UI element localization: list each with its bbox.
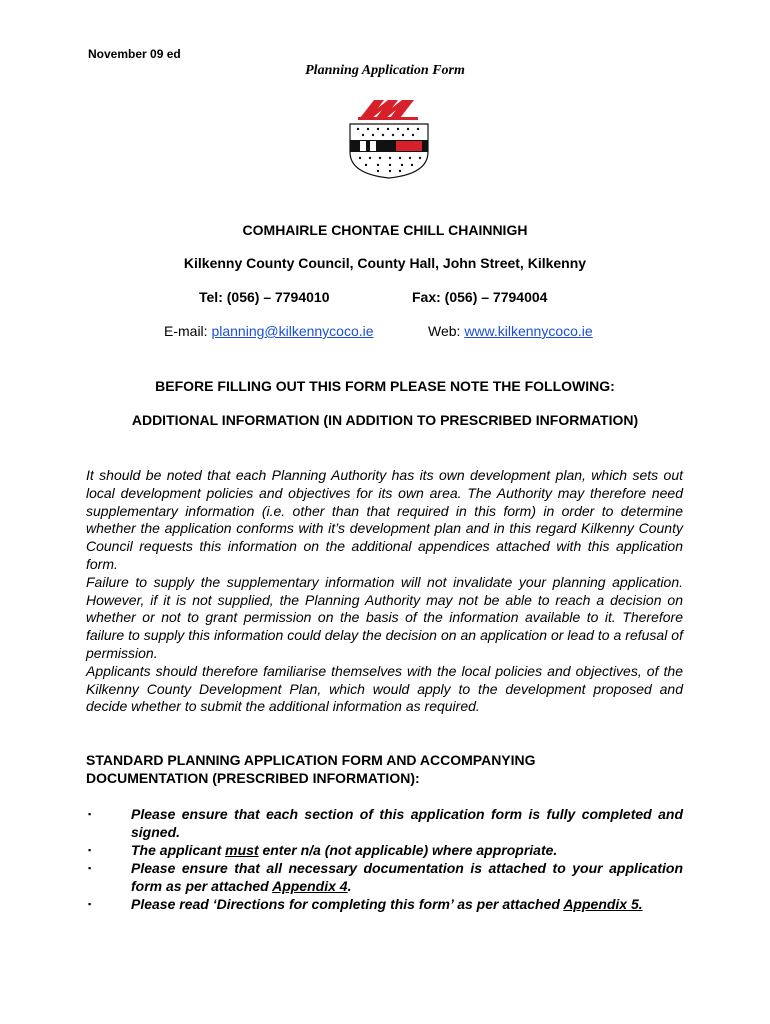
notice-heading: BEFORE FILLING OUT THIS FORM PLEASE NOTE THE FOLLOWING:	[155, 378, 615, 394]
bullet-text: Please ensure that all necessary documentation is attached to your application form as per attached	[131, 860, 683, 894]
form-title	[0, 63, 770, 79]
web-label: Web:	[428, 323, 465, 339]
email-link[interactable]: planning@kilkennycoco.ie	[211, 323, 374, 339]
standard-form-heading-line2: DOCUMENTATION (PRESCRIBED INFORMATION):	[86, 770, 420, 786]
appendix-4-reference: Appendix 4	[272, 878, 348, 894]
additional-info-body	[86, 467, 683, 716]
standard-form-heading	[86, 751, 646, 787]
bullet-icon: ▪	[88, 845, 92, 855]
bullet-text: Please ensure that each section of this application form is fully completed and signed.	[131, 806, 683, 840]
bullet-text: enter n/a (not applicable) where appropriate.	[258, 842, 558, 858]
standard-form-heading-line1: STANDARD PLANNING APPLICATION FORM AND ACCOMPANYING	[86, 752, 536, 768]
paragraph-failure-to-supply: Failure to supply the supplementary information will not invalidate your planning application. However, if it is not supplied, the Planning Authority may not be able to reach a decision on whether or not to grant permission on the basis of the information available to it. Therefore failure to supply this information could delay the decision on an application or lead to a refusal of permission.	[86, 573, 683, 661]
kilkenny-crest-icon	[344, 96, 434, 180]
paragraph-applicants: Applicants should therefore familiarise themselves with the local policies and objectives, of the Kilkenny County Development Plan, which would apply to the development proposed and decide whether to submit the additional information as required.	[86, 662, 683, 715]
emphasis-must: must	[225, 842, 259, 858]
bullet-icon: ▪	[88, 809, 92, 819]
bullet-text: .	[347, 878, 352, 894]
bullet-icon: ▪	[88, 863, 92, 873]
list-item	[86, 859, 683, 895]
additional-info-heading: ADDITIONAL INFORMATION (IN ADDITION TO PRESCRIBED INFORMATION)	[131, 412, 639, 428]
council-email-row	[164, 323, 374, 339]
list-item	[86, 895, 683, 913]
bullet-text: The applicant	[131, 842, 226, 858]
council-telephone: Tel: (056) – 7794010	[199, 289, 330, 305]
bullet-text: Please read ‘Directions for completing this form’ as per attached	[131, 896, 564, 912]
list-item	[86, 805, 683, 841]
council-irish-name: COMHAIRLE CHONTAE CHILL CHAINNIGH	[242, 222, 528, 238]
council-address: Kilkenny County Council, County Hall, John Street, Kilkenny	[183, 255, 587, 271]
list-item	[86, 841, 683, 859]
edition-label: November 09 ed	[88, 47, 181, 61]
instructions-list	[86, 805, 683, 913]
email-label: E-mail:	[164, 323, 212, 339]
appendix-5-reference: Appendix 5.	[563, 896, 643, 912]
form-title-text: Planning Application Form	[305, 63, 465, 78]
council-fax: Fax: (056) – 7794004	[412, 289, 548, 305]
paragraph-development-plan: It should be noted that each Planning Authority has its own development plan, which sets out local development policies and objectives for its own area. The Authority may therefore need supplementary information (i.e. other than that required in this form) in order to determine whether the application conforms with it’s development plan and in this regard Kilkenny County Council requests this information on the additional appendices attached with this application form.	[86, 467, 683, 572]
council-web-row	[428, 323, 593, 339]
bullet-icon: ▪	[88, 899, 92, 909]
website-link[interactable]: www.kilkennycoco.ie	[464, 323, 593, 339]
